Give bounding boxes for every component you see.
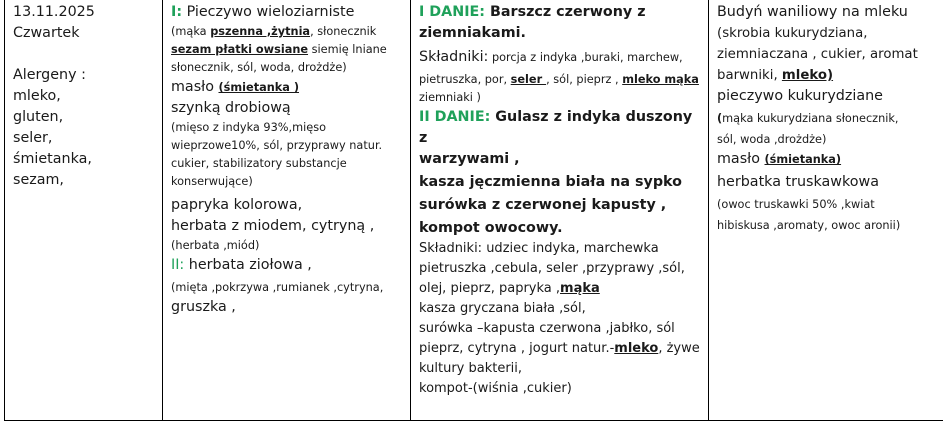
breakfast-cell xyxy=(163,0,411,421)
bread-ingredients-1 xyxy=(717,110,943,128)
dish-2-ingredients-7: kultury bakterii, xyxy=(419,361,523,376)
surowka: surówka z czerwonej kapusty , xyxy=(419,197,667,213)
pear: gruszka , xyxy=(171,299,236,315)
dish-2-title xyxy=(419,107,704,149)
ing-text: ( xyxy=(717,112,723,125)
dish-1-title xyxy=(419,2,704,23)
allergen-text: pszenna ,żytnia xyxy=(210,25,311,38)
allergen-item: śmietanka, xyxy=(13,151,92,167)
butter-line xyxy=(717,149,943,170)
dish-marker: II DANIE: xyxy=(419,109,491,125)
ing-text: pietruszka, por, xyxy=(419,73,511,86)
ing-text: , żywe xyxy=(658,341,700,356)
allergen-text: (śmietanka) xyxy=(764,153,842,166)
dish-marker: I DANIE: xyxy=(419,4,485,20)
dish-1-ingredients-3: ziemniaki ) xyxy=(419,91,481,104)
butter: masło xyxy=(171,79,219,95)
dish-1-ingredients-2 xyxy=(419,71,704,89)
dish-title-text: Gulasz z indyka duszony z xyxy=(419,109,693,146)
dish-2-ingredients-6 xyxy=(419,339,704,359)
dish-2-ingredients-1: Składniki: udziec indyka, marchewka xyxy=(419,241,659,256)
date: 13.11.2025 xyxy=(13,4,95,20)
herbal-tea: herbata ziołowa , xyxy=(184,257,312,273)
tea-ingredients: (herbata ,miód) xyxy=(171,239,260,252)
tea: herbatka truskawkowa xyxy=(717,174,879,190)
tea-ingredients-1: (owoc truskawki 50% ,kwiat xyxy=(717,198,875,211)
meal-marker: II: xyxy=(171,257,185,273)
breakfast-i-title xyxy=(171,2,406,23)
ing-text: , słonecznik xyxy=(310,25,377,38)
dish-1-title-cont: ziemniakami. xyxy=(419,25,526,41)
kompot: kompot owocowy. xyxy=(419,220,563,236)
menu-row xyxy=(5,0,943,421)
lunch-cell xyxy=(411,0,709,421)
budyn: Budyń waniliowy na mleku xyxy=(717,4,908,20)
tea-ingredients-2: hibiskusa ,aromaty, owoc aronii) xyxy=(717,219,901,232)
allergen-text: seler xyxy=(510,73,547,86)
dish-2-ingredients-2: pietruszka ,cebula, seler ,przyprawy ,sól, xyxy=(419,261,685,276)
budyn-ingredients-1: (skrobia kukurydziana, xyxy=(717,26,868,41)
kasza: kasza jęczmienna biała na sypko xyxy=(419,174,683,190)
allergen-item: seler, xyxy=(13,130,53,146)
bread-ingredients-1 xyxy=(171,23,406,41)
budyn-ingredients-3 xyxy=(717,65,943,86)
ing-text: porcja z indyka ,buraki, marchew, xyxy=(488,51,683,64)
supper-cell xyxy=(709,0,943,421)
allergens-title: Alergeny : xyxy=(13,67,86,83)
menu-table xyxy=(4,0,943,421)
day-cell xyxy=(5,0,163,421)
bread: pieczywo kukurydziane xyxy=(717,88,883,104)
tea: herbata z miodem, cytryną , xyxy=(171,218,375,234)
allergen-text: mleko xyxy=(614,341,659,356)
ham-ingredients-2: wieprzowe10%, sól, przyprawy natur. xyxy=(171,139,383,152)
ing-text: (mąka xyxy=(171,25,211,38)
ing-text: mąka kukurydziana słonecznik, xyxy=(722,112,899,125)
herbal-ingredients: (mięta ,pokrzywa ,rumianek ,cytryna, xyxy=(171,281,384,294)
ham-ingredients-1: (mięso z indyka 93%,mięso xyxy=(171,121,327,134)
meal-marker: I: xyxy=(171,4,183,20)
ing-text: barwniki, xyxy=(717,68,782,83)
ing-text: siemię lniane xyxy=(308,43,387,56)
butter-line xyxy=(171,77,406,98)
bread-ingredients-2 xyxy=(171,41,406,59)
dish-title-text: Barszcz czerwony z xyxy=(485,4,646,20)
ham-ingredients-3: cukier, stabilizatory substancje xyxy=(171,157,347,170)
allergen-item: mleko, xyxy=(13,88,61,104)
allergen-text: sezam płatki owsiane xyxy=(171,43,309,56)
breakfast-ii-title xyxy=(171,255,406,276)
ham: szynką drobiową xyxy=(171,100,291,116)
allergen-item: sezam, xyxy=(13,172,64,188)
dish-2-title-cont: warzywami , xyxy=(419,151,520,167)
ing-label: Składniki: xyxy=(419,49,489,65)
ing-text: , sól, pieprz , xyxy=(546,73,623,86)
dish-2-ingredients-5: surówka –kapusta czerwona ,jabłko, sól xyxy=(419,321,675,336)
ham-ingredients-4: konserwujące) xyxy=(171,175,253,188)
bread-ingredients-2: sól, woda ,drożdże) xyxy=(717,133,827,146)
allergen-text: mleko) xyxy=(781,68,834,83)
allergen-text: (śmietanka ) xyxy=(218,81,299,94)
allergen-text: mleko mąka xyxy=(622,73,699,86)
pepper: papryka kolorowa, xyxy=(171,197,303,213)
dish-1-ingredients-1 xyxy=(419,47,704,68)
allergen-text: mąka xyxy=(560,281,600,296)
ing-text: pieprz, cytryna , jogurt natur.- xyxy=(419,341,615,356)
butter: masło xyxy=(717,151,765,167)
dish-2-ingredients-8: kompot-(wiśnia ,cukier) xyxy=(419,381,572,396)
dish-2-ingredients-4: kasza gryczana biała ,sól, xyxy=(419,301,586,316)
weekday: Czwartek xyxy=(13,25,80,41)
bread-ingredients-3: słonecznik, sól, woda, drożdże) xyxy=(171,61,347,74)
allergen-item: gluten, xyxy=(13,109,64,125)
bread-title: Pieczywo wieloziarniste xyxy=(182,4,355,20)
dish-2-ingredients-3 xyxy=(419,279,704,299)
ing-text: olej, pieprz, papryka , xyxy=(419,281,561,296)
budyn-ingredients-2: ziemniaczana , cukier, aromat xyxy=(717,47,918,62)
